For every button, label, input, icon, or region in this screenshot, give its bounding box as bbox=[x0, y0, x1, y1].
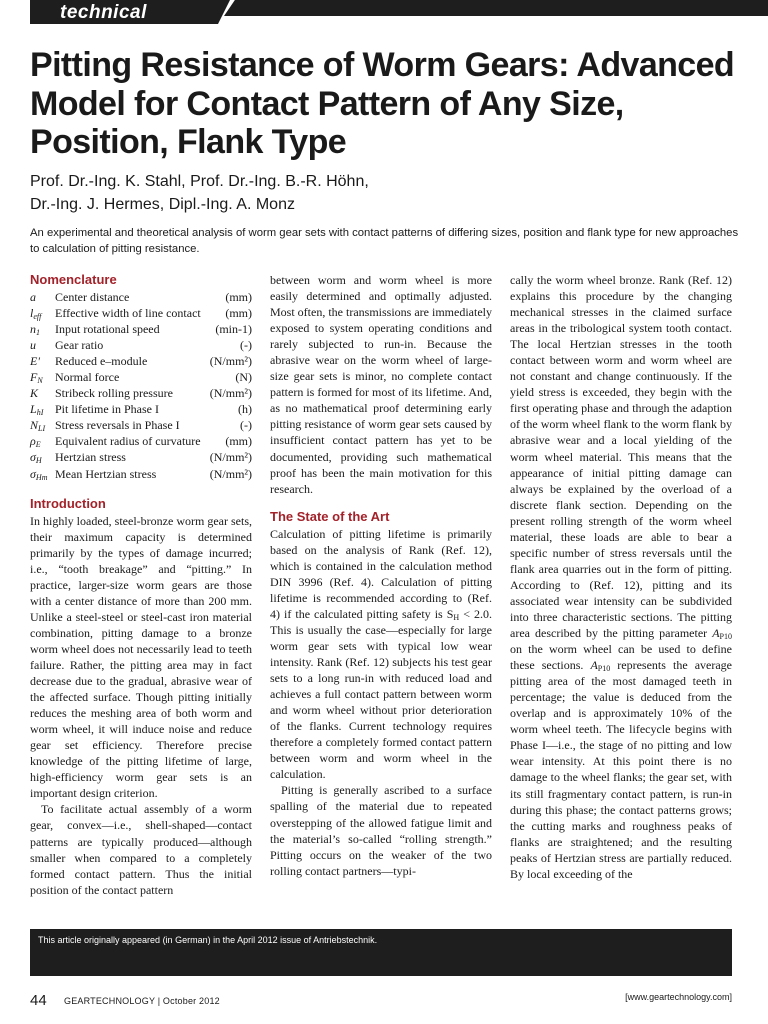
nomenclature-unit: (-) bbox=[240, 418, 252, 433]
nomenclature-row bbox=[30, 353, 252, 369]
nomenclature-unit: (h) bbox=[238, 402, 252, 417]
nomenclature-symbol: $\rho_E$ bbox=[30, 434, 41, 450]
article-title: Pitting Resistance of Worm Gears: Advanced Model for Contact Pattern of Any Size, Position, Flank Type bbox=[30, 46, 735, 161]
nomenclature-description: Stribeck rolling pressure bbox=[55, 386, 173, 401]
nomenclature-unit: (N/mm²) bbox=[209, 466, 252, 481]
journal-name: GEARTECHNOLOGY | October 2012 bbox=[64, 996, 220, 1006]
nomenclature-symbol: $L_{hI}$ bbox=[30, 402, 44, 418]
nomenclature-description: Hertzian stress bbox=[55, 450, 126, 465]
column-3 bbox=[510, 272, 732, 882]
website-link[interactable]: [www.geartechnology.com] bbox=[625, 992, 732, 1002]
nomenclature-unit: (N/mm²) bbox=[209, 386, 252, 401]
nomenclature-symbol: $\sigma_{Hm}$ bbox=[30, 466, 48, 482]
nomenclature-description: Center distance bbox=[55, 290, 130, 304]
section-label: technical bbox=[60, 2, 147, 23]
page-number: 44 bbox=[30, 992, 47, 1009]
nomenclature-description: Equivalent radius of curvature bbox=[55, 434, 201, 449]
column-1 bbox=[30, 272, 252, 898]
authors-line-1: Prof. Dr.-Ing. K. Stahl, Prof. Dr.-Ing. B.-R. Höhn, bbox=[30, 173, 369, 190]
nomenclature-unit: (N/mm²) bbox=[209, 450, 252, 465]
nomenclature-description: Pit lifetime in Phase I bbox=[55, 402, 159, 417]
header-band bbox=[0, 0, 768, 26]
nomenclature-description: Reduced e–module bbox=[55, 354, 148, 369]
nomenclature-symbol: K bbox=[30, 386, 39, 401]
nomenclature-symbol: $\sigma_H$ bbox=[30, 450, 42, 466]
abstract: An experimental and theoretical analysis of worm gear sets with contact patterns of differing sizes, position and flank type for new approaches to calculation of pitting resistance. bbox=[30, 227, 739, 255]
footnote-text: This article originally appeared (in German) in the April 2012 issue of Antriebstechnik. bbox=[38, 935, 378, 945]
nomenclature-list bbox=[30, 289, 252, 482]
nomenclature-unit: (mm) bbox=[225, 434, 252, 449]
footnote-box bbox=[30, 929, 732, 976]
nomenclature-description: Stress reversals in Phase I bbox=[55, 418, 180, 433]
nomenclature-row bbox=[30, 449, 252, 465]
nomenclature-symbol: $F_N$ bbox=[30, 370, 43, 386]
header-bar bbox=[224, 0, 768, 16]
nomenclature-row bbox=[30, 385, 252, 401]
introduction-paragraph-1: In highly loaded, steel-bronze worm gear sets, their maximum capacity is determined primarily by the types of damage incurred; i.e., “tooth breakage” and “pitting.” In practice, larger-size worm gears are those with a center distance of more than 200 mm. Unlike a steel-steel or steel-cast iron material combination, pitting damage to a bronze worm wheel does not necessarily lead to teeth failure. Rather, the pitting area may in fact decrease due to the gradual, abrasive wear of the affected surface. Though pitting initially reduces the meshing area of both worm and worm wheel, it will induce noise and reduce gear set efficiency. Therefore precise knowledge of the pitting lifetime of large, high-efficiency worm gear sets is an important design criterion. bbox=[30, 513, 252, 801]
nomenclature-row bbox=[30, 305, 252, 321]
column-2 bbox=[270, 272, 492, 879]
nomenclature-unit: (mm) bbox=[225, 290, 252, 304]
state-of-art-heading: The State of the Art bbox=[270, 508, 390, 524]
nomenclature-description: Normal force bbox=[55, 370, 120, 385]
nomenclature-row bbox=[30, 433, 252, 449]
nomenclature-symbol: u bbox=[30, 338, 36, 353]
column-2-paragraph-1: between worm and worm wheel is more easily determined and optimally adjusted. Most often, the transmissions are immediately exposed to system operating conditions and rarely subjected to run-in. Because the abrasive wear on the worm wheel of large-size gear sets is minor, no complete contact pattern is formed for most of its lifetime. And, as no mathematical proof determining early pitting resistance of worm gear sets caused by insufficient contact pattern has yet to be documented, providing such mathematical proof has been the main motivation for this research. bbox=[270, 273, 492, 496]
nomenclature-unit: (-) bbox=[240, 338, 252, 353]
nomenclature-symbol: a bbox=[30, 290, 36, 304]
state-of-art-paragraph-2: Pitting is generally ascribed to a surface spalling of the material due to repeated overstepping of the allowed fatigue limit and the material’s so-called “rolling strength.” Pitting occurs on the weaker of the two rolling contact partners—typi- bbox=[270, 783, 492, 878]
nomenclature-row bbox=[30, 369, 252, 385]
nomenclature-symbol: E' bbox=[30, 354, 40, 369]
introduction-paragraph-2: To facilitate actual assembly of a worm gear, convex—i.e., shell-shaped—contact patterns are typically produced—although smaller when compared to a completely formed contact pattern. Thus the initial position of the contact pattern bbox=[30, 802, 252, 897]
nomenclature-unit: (N/mm²) bbox=[209, 354, 252, 369]
nomenclature-description: Input rotational speed bbox=[55, 322, 160, 337]
introduction-heading: Introduction bbox=[30, 495, 106, 511]
nomenclature-row bbox=[30, 337, 252, 353]
nomenclature-description: Gear ratio bbox=[55, 338, 104, 353]
nomenclature-description: Mean Hertzian stress bbox=[55, 466, 157, 481]
nomenclature-symbol: $l_{eff}$ bbox=[30, 306, 42, 322]
nomenclature-unit: (min-1) bbox=[215, 322, 252, 337]
nomenclature-unit: (N) bbox=[235, 370, 252, 385]
nomenclature-row bbox=[30, 466, 252, 482]
state-of-art-paragraph-1: Calculation of pitting lifetime is primarily based on the analysis of Rank (Ref. 12), which is contained in the calculation method DIN 3996 (Ref. 4). Calculation of pitting lifetime is recommended according to (Ref. 4) if the calculated pitting safety is $S_H < 2.0$. This is usually the case—especially for large worm gear sets with typical low wear intensity. Rank (Ref. 12) subjects his test gear sets to a long run-in with reduced load and achieves a full contact pattern between worm and worm wheel without prior deterioration of the flanks. Current technology requires therefore a completely formed contact pattern between worm and worm wheel in the calculation. bbox=[270, 526, 492, 782]
nomenclature-row bbox=[30, 289, 252, 305]
nomenclature-row bbox=[30, 401, 252, 417]
column-3-paragraph-1: cally the worm wheel bronze. Rank (Ref. 12) explains this procedure by the changing mechanical stresses in the claimed surface areas in the tribological system tooth contact. The local Hertzian stresses in the tooth contact between worm and worm wheel are not constant and change continuously. If the yield stress is exceeded, they begin with the first operating phase and through the adaption of the worm wheel flank to the worm flank by abrasive wear and a local yielding of the worm wheel material. This means that the appearance of initial pitting damage can always be explained by the overload of a discrete flank section. Depending on the present rolling strength of the worm wheel material, these loads are able to bear a specific number of stress reversals until the flank area quarries out in the form of pitting. According to (Ref. 12), pitting and its associated wear intensity can be subdivided into three characteristic sections. The pitting area described by the pitting parameter $A_{P10}$ on the worm wheel can be used to define these sections. $A_{P10}$ represents the average pitting area of the most damaged teeth in percentage; the value is deduced from the overlap and is approximately 10% of the worm wheel teeth. The lifecycle begins with Phase I—i.e., the stage of no pitting and low wear intensity. At this point there is no damage to the wheel flanks; the gear set, with its still fragmentary contact pattern, is run-in during this phase; the contact patterns grows; the cutting marks and roughness peaks of flanks are straightened; and the resulting peaks of Hertzian stress are partially reduced. By local exceeding of the bbox=[510, 273, 732, 881]
authors-line-2: Dr.-Ing. J. Hermes, Dipl.-Ing. A. Monz bbox=[30, 196, 295, 213]
nomenclature-row bbox=[30, 417, 252, 433]
nomenclature-description: Effective width of line contact bbox=[55, 306, 201, 321]
authors bbox=[30, 170, 750, 216]
nomenclature-heading: Nomenclature bbox=[30, 272, 117, 287]
nomenclature-unit: (mm) bbox=[225, 306, 252, 321]
nomenclature-symbol: $n_1$ bbox=[30, 322, 40, 338]
nomenclature-symbol: $N_{LI}$ bbox=[30, 418, 46, 434]
nomenclature-row bbox=[30, 321, 252, 337]
